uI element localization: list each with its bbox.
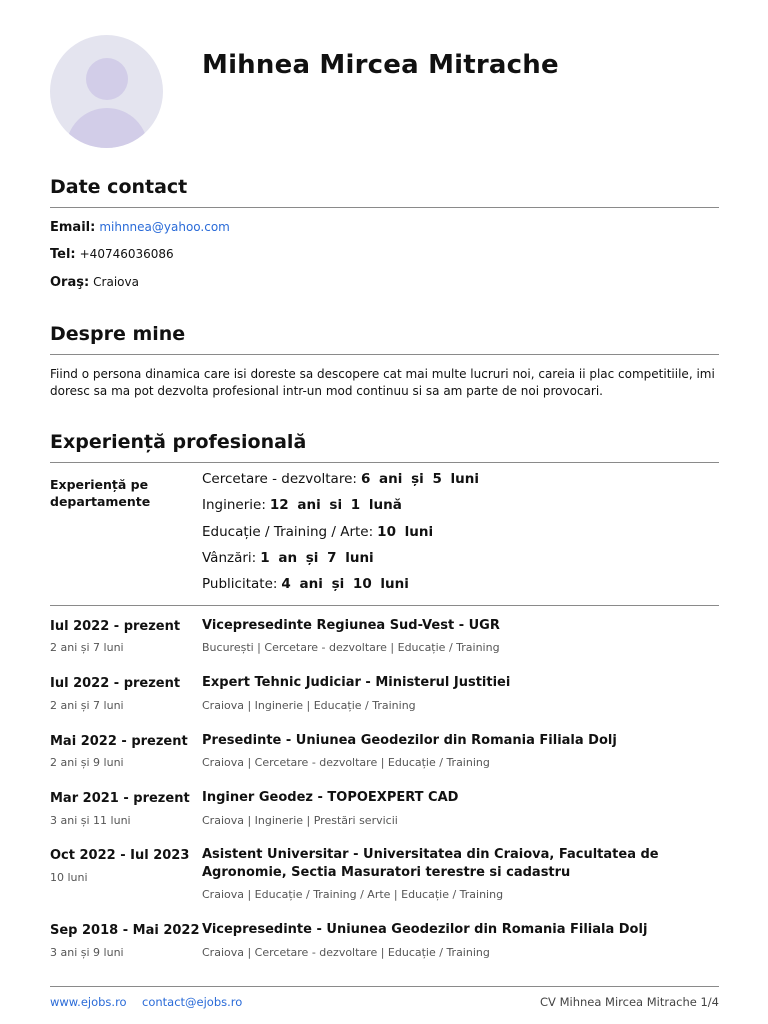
candidate-name: Mihnea Mircea Mitrache — [202, 50, 559, 80]
job-title: Asistent Universitar - Universitatea din Craiova, Facultatea de Agronomie, Sectia Masuratori terestre si cadastru — [202, 847, 659, 880]
department-duration: 6 ani și 5 luni — [360, 471, 480, 487]
footer-divider — [50, 986, 719, 987]
department-name: Publicitate: — [202, 576, 278, 592]
about-text: Fiind o persona dinamica care isi doreste sa descopere cat mai multe lucruri noi, careia ii plac competitiile, imi doresc sa ma pot dezvolta profesional intr-un mod continuu si sa am parte de noi provocari. — [50, 367, 715, 398]
experience-section-title: Experiență profesională — [50, 431, 307, 453]
contact-email-row — [50, 220, 230, 235]
job-meta: Craiova | Cercetare - dezvoltare | Educație / Training — [202, 946, 490, 959]
contact-phone-row — [50, 247, 174, 262]
footer-page-info: CV Mihnea Mircea Mitrache 1/4 — [540, 995, 719, 1009]
job-title: Presedinte - Uniunea Geodezilor din Romania Filiala Dolj — [202, 733, 617, 748]
job-dates: Iul 2022 - prezent — [50, 676, 181, 691]
department-name: Cercetare - dezvoltare: — [202, 471, 357, 487]
job-duration: 2 ani și 7 luni — [50, 699, 124, 712]
city-label: Oraş: — [50, 275, 90, 290]
job-title: Expert Tehnic Judiciar - Ministerul Justitiei — [202, 675, 511, 690]
job-meta: Craiova | Educație / Training / Arte | Educație / Training — [202, 888, 504, 901]
department-experience-label: Experiență pe departamente — [50, 477, 151, 509]
department-name: Vânzări: — [202, 550, 257, 566]
job-meta: Craiova | Inginerie | Educație / Training — [202, 699, 416, 712]
job-duration: 3 ani și 9 luni — [50, 946, 124, 959]
contact-city-row — [50, 275, 139, 290]
department-name: Inginerie: — [202, 497, 266, 513]
email-label: Email: — [50, 220, 96, 235]
job-meta: Craiova | Inginerie | Prestări servicii — [202, 814, 398, 827]
job-dates: Oct 2022 - Iul 2023 — [50, 848, 190, 863]
job-meta: București | Cercetare - dezvoltare | Educație / Training — [202, 641, 500, 654]
department-row — [202, 497, 402, 513]
job-title: Vicepresedinte - Uniunea Geodezilor din Romania Filiala Dolj — [202, 922, 648, 937]
department-duration: 1 an și 7 luni — [260, 550, 374, 566]
job-dates: Mar 2021 - prezent — [50, 791, 190, 806]
city-value: Craiova — [93, 275, 139, 289]
email-link[interactable]: mihnnea@yahoo.com — [99, 220, 230, 234]
department-row — [202, 471, 479, 487]
job-duration: 2 ani și 9 luni — [50, 756, 124, 769]
department-name: Educație / Training / Arte: — [202, 524, 374, 540]
phone-value: +40746036086 — [79, 247, 174, 261]
cv-page — [50, 0, 719, 1024]
job-duration: 3 ani și 11 luni — [50, 814, 131, 827]
about-section-title: Despre mine — [50, 323, 186, 345]
experience-divider — [50, 462, 719, 463]
contact-divider — [50, 207, 719, 208]
footer-email-link[interactable]: contact@ejobs.ro — [142, 995, 243, 1009]
job-title: Vicepresedinte Regiunea Sud-Vest - UGR — [202, 618, 500, 633]
job-duration: 2 ani și 7 luni — [50, 641, 124, 654]
job-duration: 10 luni — [50, 871, 88, 884]
job-dates: Iul 2022 - prezent — [50, 619, 181, 634]
job-dates: Mai 2022 - prezent — [50, 734, 188, 749]
department-duration: 10 luni — [377, 524, 434, 540]
department-row — [202, 576, 409, 592]
department-duration: 12 ani si 1 lună — [269, 497, 402, 513]
phone-label: Tel: — [50, 247, 76, 262]
job-dates: Sep 2018 - Mai 2022 — [50, 923, 200, 938]
department-duration: 4 ani și 10 luni — [281, 576, 409, 592]
department-row — [202, 550, 374, 566]
job-title: Inginer Geodez - TOPOEXPERT CAD — [202, 790, 459, 805]
contact-section-title: Date contact — [50, 176, 188, 198]
footer-site-link[interactable]: www.ejobs.ro — [50, 995, 127, 1009]
avatar-placeholder-icon — [50, 35, 163, 148]
department-row — [202, 524, 433, 540]
about-divider — [50, 354, 719, 355]
departments-divider — [50, 605, 719, 606]
job-meta: Craiova | Cercetare - dezvoltare | Educație / Training — [202, 756, 490, 769]
